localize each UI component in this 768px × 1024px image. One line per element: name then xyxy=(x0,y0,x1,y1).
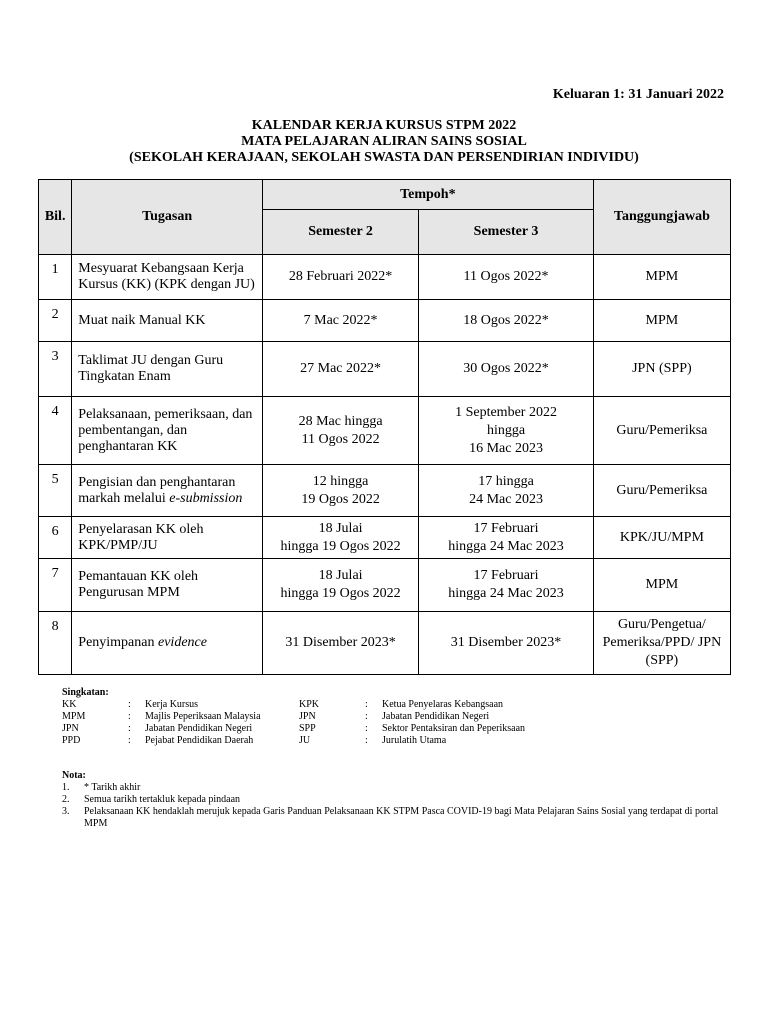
semester-2-cell: 31 Disember 2023* xyxy=(262,612,418,675)
abbreviation-code: SPP xyxy=(299,723,316,734)
responsibility-cell: MPM xyxy=(593,255,730,300)
semester-3-line: 1 September 2022 xyxy=(455,404,557,420)
abbreviation-meaning: Pejabat Pendidikan Daerah xyxy=(145,735,254,746)
semester-3-cell xyxy=(419,559,594,612)
document-title-block xyxy=(0,118,768,166)
row-number: 4 xyxy=(39,397,72,465)
title-line-3: (SEKOLAH KERAJAAN, SEKOLAH SWASTA DAN PERSENDIRIAN INDIVIDU) xyxy=(129,150,639,165)
table-row xyxy=(39,465,731,517)
title-line-2: MATA PELAJARAN ALIRAN SAINS SOSIAL xyxy=(241,134,527,149)
abbreviation-separator: : xyxy=(365,735,368,746)
responsibility-cell: MPM xyxy=(593,300,730,342)
header-bil: Bil. xyxy=(39,180,72,255)
semester-2-cell xyxy=(262,517,418,559)
semester-3-line: 24 Mac 2023 xyxy=(469,491,543,507)
abbreviation-separator: : xyxy=(128,735,131,746)
abbreviations-heading: Singkatan: xyxy=(62,687,109,698)
abbreviation-code: JU xyxy=(299,735,311,746)
semester-2-cell xyxy=(262,397,418,465)
semester-3-line: 17 hingga xyxy=(478,473,534,489)
release-date: Keluaran 1: 31 Januari 2022 xyxy=(552,87,724,102)
semester-2-line: 11 Ogos 2022 xyxy=(301,431,380,447)
table-row xyxy=(39,559,731,612)
note-item xyxy=(62,782,722,794)
semester-3-cell: 18 Ogos 2022* xyxy=(419,300,594,342)
semester-3-line: 17 Februari xyxy=(473,520,539,536)
row-number: 3 xyxy=(39,342,72,397)
abbreviation-row xyxy=(62,723,525,735)
semester-2-line: hingga 19 Ogos 2022 xyxy=(280,586,401,601)
notes-heading: Nota: xyxy=(62,770,86,781)
abbreviation-meaning: Jabatan Pendidikan Negeri xyxy=(145,723,253,734)
note-text: * Tarikh akhir xyxy=(84,782,141,793)
abbreviation-row xyxy=(62,711,525,723)
task-cell xyxy=(72,465,263,517)
table-row xyxy=(39,517,731,559)
semester-3-line: hingga 24 Mac 2023 xyxy=(448,586,564,601)
header-period: Tempoh* xyxy=(262,180,593,210)
responsibility-cell: Guru/Pemeriksa xyxy=(593,397,730,465)
semester-2-line: 28 Mac hingga xyxy=(298,413,383,429)
row-number: 8 xyxy=(39,612,72,675)
semester-3-line: 16 Mac 2023 xyxy=(469,440,543,456)
note-number: 1. xyxy=(62,782,70,793)
semester-3-cell: 11 Ogos 2022* xyxy=(419,255,594,300)
row-number: 1 xyxy=(39,255,72,300)
abbreviation-code: KK xyxy=(62,699,77,710)
table-row xyxy=(39,342,731,397)
abbreviation-meaning: Kerja Kursus xyxy=(145,699,199,710)
abbreviations-section xyxy=(62,687,525,747)
abbreviation-code: KPK xyxy=(299,699,320,710)
notes-section xyxy=(62,770,722,830)
schedule-table xyxy=(38,179,731,675)
abbreviation-meaning: Jabatan Pendidikan Negeri xyxy=(382,711,490,722)
abbreviations-table xyxy=(62,699,525,747)
header-semester-3: Semester 3 xyxy=(419,210,594,255)
task-cell xyxy=(72,612,263,675)
abbreviation-separator: : xyxy=(365,699,368,710)
note-text: Pelaksanaan KK hendaklah merujuk kepada Garis Panduan Pelaksanaan KK STPM Pasca COVID-19 bagi Mata Pelajaran Sains Sosial yang terdapat di portal MPM xyxy=(84,806,719,829)
note-number: 2. xyxy=(62,794,70,805)
table-row xyxy=(39,612,731,675)
responsibility-line: Pemeriksa/PPD/ JPN xyxy=(602,635,722,650)
semester-3-cell xyxy=(419,517,594,559)
task-text: Penyimpanan xyxy=(78,635,155,650)
abbreviation-meaning: Ketua Penyelaras Kebangsaan xyxy=(382,699,504,710)
abbreviation-separator: : xyxy=(365,723,368,734)
abbreviation-row xyxy=(62,735,525,747)
note-text: Semua tarikh tertakluk kepada pindaan xyxy=(84,794,241,805)
semester-2-line: 12 hingga xyxy=(312,473,369,489)
abbreviation-code: JPN xyxy=(62,723,79,734)
task-cell: Penyelarasan KK oleh KPK/PMP/JU xyxy=(72,517,263,559)
title-line-1: KALENDAR KERJA KURSUS STPM 2022 xyxy=(251,118,517,133)
abbreviation-separator: : xyxy=(128,699,131,710)
semester-2-cell: 27 Mac 2022* xyxy=(262,342,418,397)
note-number: 3. xyxy=(62,806,70,817)
abbreviation-meaning: Jurulatih Utama xyxy=(382,735,447,746)
abbreviation-row xyxy=(62,699,525,711)
abbreviation-meaning: Majlis Peperiksaan Malaysia xyxy=(145,711,261,722)
row-number: 7 xyxy=(39,559,72,612)
semester-2-cell: 28 Februari 2022* xyxy=(262,255,418,300)
semester-2-line: 19 Ogos 2022 xyxy=(301,491,380,507)
semester-3-cell xyxy=(419,465,594,517)
header-semester-2: Semester 2 xyxy=(262,210,418,255)
semester-3-line: hingga xyxy=(486,422,526,438)
task-cell: Muat naik Manual KK xyxy=(72,300,263,342)
semester-2-cell: 7 Mac 2022* xyxy=(262,300,418,342)
task-cell: Mesyuarat Kebangsaan Kerja Kursus (KK) (KPK dengan JU) xyxy=(72,255,263,300)
semester-3-line: 17 Februari xyxy=(473,568,539,583)
responsibility-cell xyxy=(593,612,730,675)
row-number: 5 xyxy=(39,465,72,517)
semester-3-line: hingga 24 Mac 2023 xyxy=(448,538,564,554)
semester-3-cell xyxy=(419,397,594,465)
task-emphasis: evidence xyxy=(158,635,207,650)
header-responsibility: Tanggungjawab xyxy=(593,180,730,255)
task-cell: Pemantauan KK oleh Pengurusan MPM xyxy=(72,559,263,612)
responsibility-cell: JPN (SPP) xyxy=(593,342,730,397)
semester-2-cell xyxy=(262,559,418,612)
task-text: Pengisian dan penghantaran markah melalui xyxy=(78,474,236,506)
semester-2-line: hingga 19 Ogos 2022 xyxy=(280,538,401,554)
responsibility-cell: MPM xyxy=(593,559,730,612)
row-number: 6 xyxy=(39,517,72,559)
semester-3-cell: 30 Ogos 2022* xyxy=(419,342,594,397)
table-row xyxy=(39,300,731,342)
semester-2-cell xyxy=(262,465,418,517)
responsibility-line: (SPP) xyxy=(645,653,679,668)
abbreviation-code: JPN xyxy=(299,711,316,722)
task-cell: Pelaksanaan, pemeriksaan, dan pembentangan, dan penghantaran KK xyxy=(72,397,263,465)
semester-3-cell: 31 Disember 2023* xyxy=(419,612,594,675)
abbreviation-code: PPD xyxy=(62,735,81,746)
semester-2-line: 18 Julai xyxy=(318,568,363,583)
task-emphasis: e-submission xyxy=(169,490,243,506)
table-row xyxy=(39,397,731,465)
abbreviation-code: MPM xyxy=(62,711,86,722)
header-task: Tugasan xyxy=(72,180,263,255)
semester-2-line: 18 Julai xyxy=(318,520,363,536)
note-item xyxy=(62,806,722,830)
abbreviation-separator: : xyxy=(128,711,131,722)
abbreviation-separator: : xyxy=(365,711,368,722)
responsibility-line: Guru/Pengetua/ xyxy=(617,617,706,632)
row-number: 2 xyxy=(39,300,72,342)
note-item xyxy=(62,794,722,806)
table-row xyxy=(39,255,731,300)
responsibility-cell: Guru/Pemeriksa xyxy=(593,465,730,517)
abbreviation-meaning: Sektor Pentaksiran dan Peperiksaan xyxy=(382,723,526,734)
task-cell: Taklimat JU dengan Guru Tingkatan Enam xyxy=(72,342,263,397)
abbreviation-separator: : xyxy=(128,723,131,734)
responsibility-cell: KPK/JU/MPM xyxy=(593,517,730,559)
